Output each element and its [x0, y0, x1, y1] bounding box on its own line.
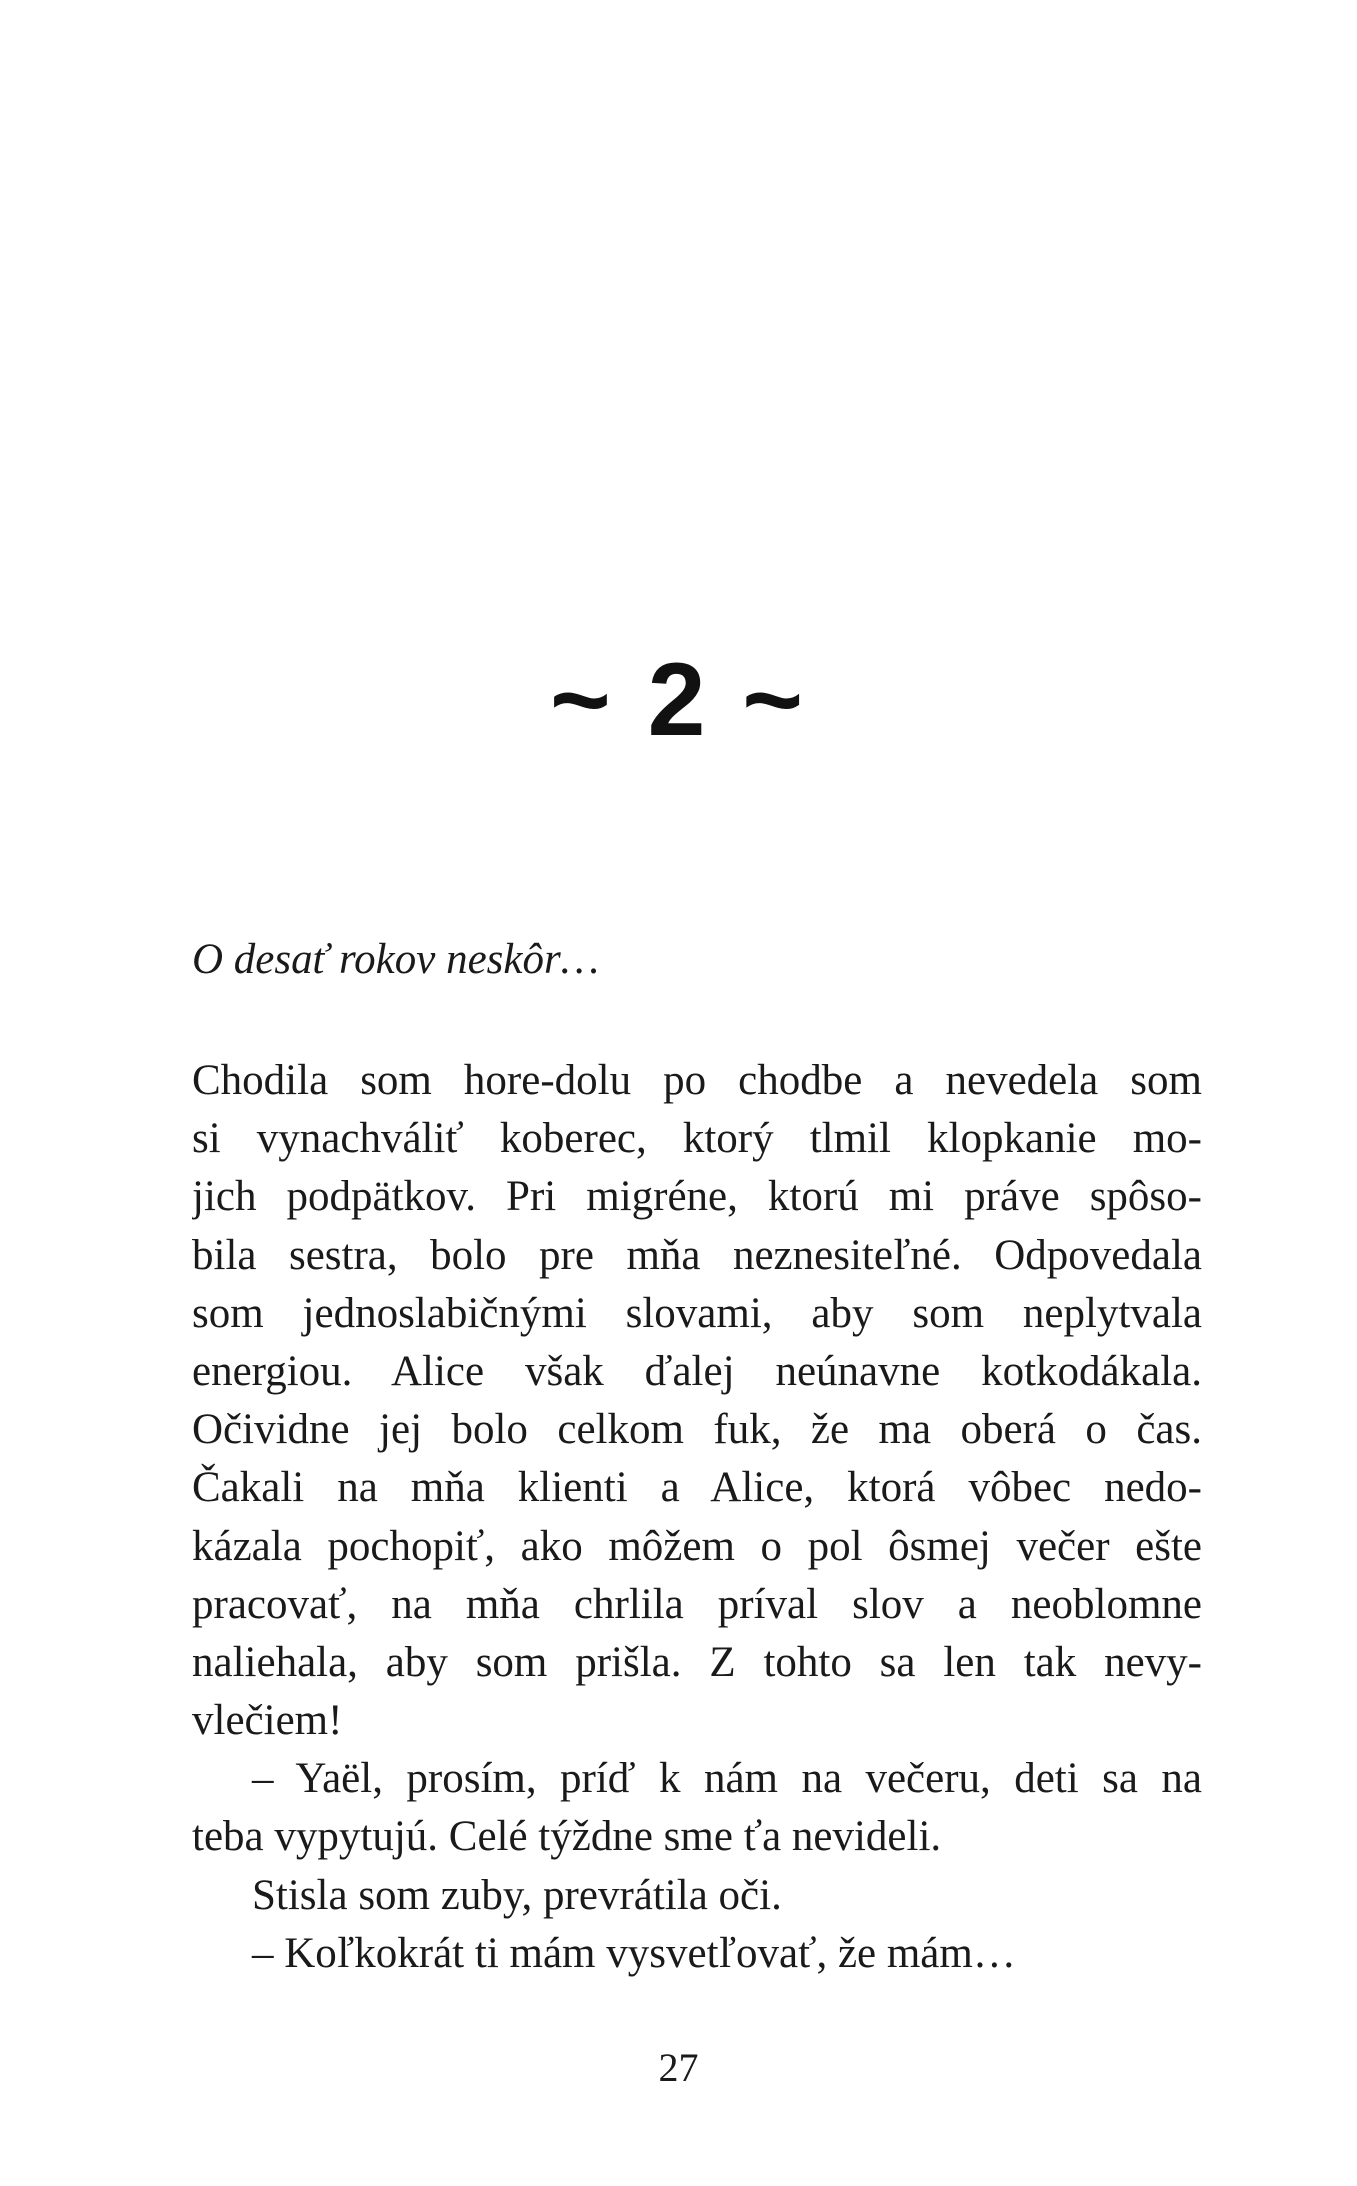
text-line: Čakali na mňa klienti a Alice, ktorá vôbec nedo- — [192, 1464, 1202, 1512]
text-line: Stisla som zuby, prevrátila oči. — [252, 1871, 782, 1919]
text-line: Očividne jej bolo celkom fuk, že ma oberá o čas. — [192, 1406, 1202, 1454]
text-line: bila sestra, bolo pre mňa neznesiteľné. Odpovedala — [192, 1231, 1202, 1279]
text-line: teba vypytujú. Celé týždne sme ťa nevideli. — [192, 1813, 942, 1861]
page-number: 27 — [658, 2045, 699, 2090]
text-line: som jednoslabičnými slovami, aby som neplytvala — [192, 1289, 1202, 1337]
text-line: – Yaël, prosím, príď k nám na večeru, deti sa na — [252, 1755, 1202, 1803]
chapter-heading: ~ 2 ~ — [549, 642, 808, 758]
text-line: naliehala, aby som prišla. Z tohto sa len tak nevy- — [192, 1638, 1202, 1686]
text-line: vlečiem! — [192, 1697, 343, 1745]
text-line: – Koľkokrát ti mám vysvetľovať, že mám… — [252, 1929, 1016, 1977]
text-line: jich podpätkov. Pri migréne, ktorú mi práve spôso- — [192, 1173, 1202, 1221]
text-line: Chodila som hore-dolu po chodbe a nevedela som — [192, 1057, 1202, 1104]
chapter-subtitle: O desať rokov neskôr… — [192, 936, 599, 983]
text-line: si vynachváliť koberec, ktorý tlmil klopkanie mo- — [192, 1115, 1202, 1163]
text-line: energiou. Alice však ďalej neúnavne kotkodákala. — [192, 1347, 1202, 1395]
text-line: kázala pochopiť, ako môžem o pol ôsmej večer ešte — [192, 1522, 1202, 1570]
body-text — [192, 1052, 1202, 1983]
text-line: pracovať, na mňa chrlila príval slov a neoblomne — [192, 1580, 1202, 1628]
